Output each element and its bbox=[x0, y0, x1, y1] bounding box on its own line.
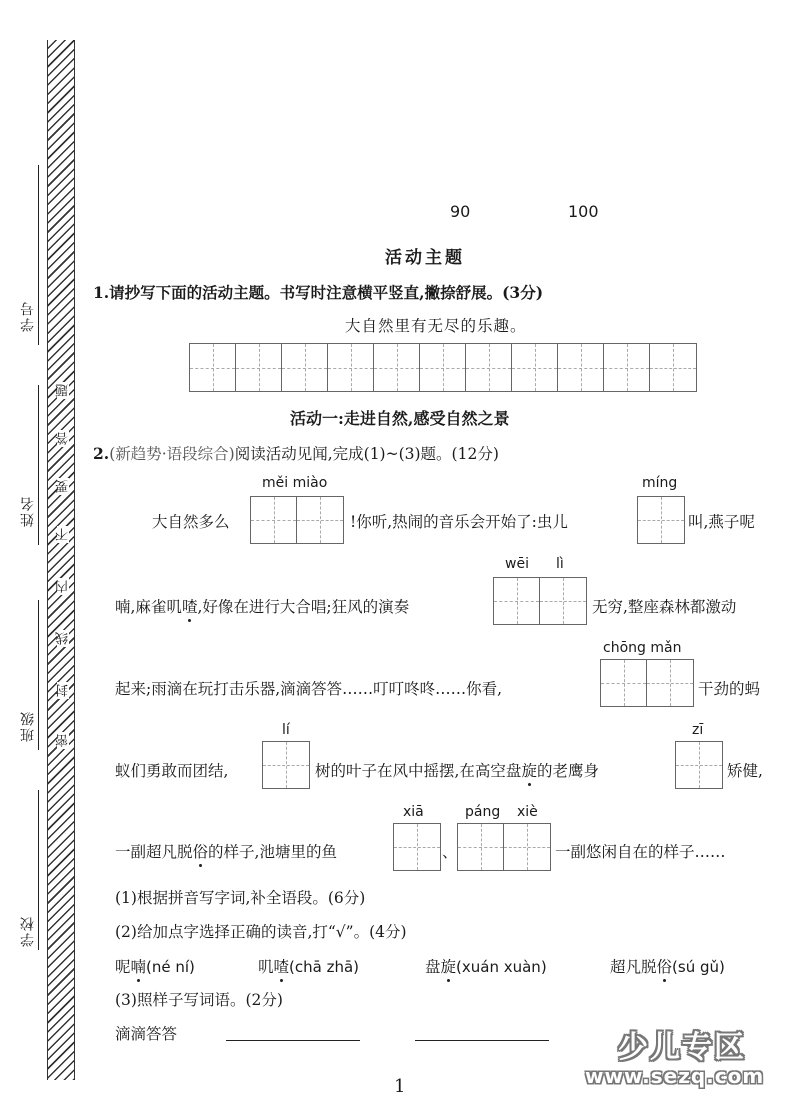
pinyin-pang: páng bbox=[465, 804, 501, 820]
passage-line-2b: ,好像在进行大合唱;狂风的演奏 bbox=[197, 598, 410, 616]
sub-question-3: (3)照样子写词语。(2分) bbox=[115, 991, 283, 1009]
seal-char: 要 bbox=[56, 480, 71, 493]
blank-ming[interactable] bbox=[637, 496, 685, 544]
question-2 bbox=[93, 442, 499, 464]
theme-text: 大自然里有无尽的乐趣。 bbox=[345, 317, 527, 335]
score-100: 100 bbox=[568, 202, 599, 221]
pinyin-chongman: chōng mǎn bbox=[603, 640, 682, 656]
passage-line-4d: 矫健, bbox=[727, 762, 763, 780]
passage-line-1c: 叫,燕子呢 bbox=[688, 513, 755, 531]
blank-pangxie[interactable] bbox=[457, 823, 551, 871]
binding-hatch bbox=[48, 40, 74, 1080]
reading-3: 盘旋(xuán xuàn) bbox=[425, 958, 547, 976]
reading-2: 叽喳(chā zhā) bbox=[258, 958, 360, 976]
question-2-number: 2. bbox=[93, 444, 110, 463]
watermark-url: www.sezq.com bbox=[585, 1064, 765, 1088]
blank-meimiao[interactable] bbox=[250, 496, 344, 544]
question-2-text: 阅读活动见闻,完成(1)~(3)题。(12分) bbox=[234, 445, 499, 463]
passage-line-4c: 的老鹰身 bbox=[536, 762, 599, 780]
activity-1-title: 活动一:走进自然,感受自然之景 bbox=[290, 409, 510, 428]
label-class: 班级 bbox=[20, 710, 36, 742]
field-school bbox=[38, 790, 39, 950]
question-2-tag: (新趋势·语段综合) bbox=[109, 445, 235, 463]
blank-zi[interactable] bbox=[675, 741, 723, 789]
passage-line-2 bbox=[115, 595, 409, 617]
sub-question-2: (2)给加点字选择正确的读音,打“√”。(4分) bbox=[115, 923, 407, 941]
passage-line-3a: 起来;雨滴在玩打击乐器,滴滴答答……叮叮咚咚……你看, bbox=[115, 680, 503, 698]
pinyin-li2: lí bbox=[282, 722, 290, 738]
reading-1: 呢喃(né ní) bbox=[115, 958, 195, 976]
answer-line-1[interactable] bbox=[226, 1040, 360, 1041]
sub-question-1: (1)根据拼音写字词,补全语段。(6分) bbox=[115, 889, 366, 907]
seal-char: 不 bbox=[56, 528, 71, 541]
field-class bbox=[38, 600, 39, 750]
example-word: 滴滴答答 bbox=[115, 1025, 178, 1043]
passage-line-1a: 大自然多么 bbox=[152, 513, 230, 531]
seal-char: 答 bbox=[56, 432, 71, 445]
question-1: 1.请抄写下面的活动主题。书写时注意横平竖直,撇捺舒展。(3分) bbox=[93, 283, 544, 302]
copy-grid[interactable] bbox=[189, 343, 697, 392]
passage-line-2a: 喃,麻雀叽 bbox=[115, 598, 182, 616]
seal-char: 题 bbox=[56, 384, 71, 397]
seal-char: 封 bbox=[56, 684, 71, 697]
seal-char: 密 bbox=[56, 734, 71, 747]
passage-line-4a: 蚁们勇敢而团结, bbox=[115, 762, 229, 780]
field-name bbox=[38, 385, 39, 545]
score-90: 90 bbox=[450, 202, 471, 221]
passage-line-1b: !你听,热闹的音乐会开始了:虫儿 bbox=[350, 513, 568, 531]
blank-xia[interactable] bbox=[393, 823, 441, 871]
passage-line-5a: 一副超凡脱 bbox=[115, 843, 193, 861]
blank-li[interactable] bbox=[262, 741, 310, 789]
passage-line-4 bbox=[315, 759, 599, 781]
dotted-char-zha: 喳 bbox=[181, 598, 198, 616]
passage-line-2c: 无穷,整座森林都激动 bbox=[592, 598, 737, 616]
seal-char: 内 bbox=[56, 580, 71, 593]
pinyin-ming: míng bbox=[642, 475, 678, 491]
pinyin-zi: zī bbox=[692, 722, 704, 738]
passage-line-5b: 的样子,池塘里的鱼 bbox=[208, 843, 337, 861]
passage-line-5 bbox=[115, 840, 337, 862]
dotted-char-su: 俗 bbox=[192, 843, 209, 861]
dotted-char-xuan: 旋 bbox=[521, 762, 537, 780]
pinyin-wei: wēi bbox=[505, 556, 529, 572]
pinyin-li: lì bbox=[556, 556, 564, 572]
page-number: 1 bbox=[394, 1076, 406, 1097]
field-student-number bbox=[38, 165, 39, 345]
section-title: 活动主题 bbox=[385, 248, 465, 268]
watermark-title: 少儿专区 bbox=[618, 1030, 746, 1065]
blank-wei-li[interactable] bbox=[493, 577, 587, 625]
pinyin-xie: xiè bbox=[517, 804, 538, 820]
reading-4: 超凡脱俗(sú gǔ) bbox=[610, 958, 725, 976]
label-school: 学校 bbox=[20, 915, 36, 947]
pinyin-meimiao: měi miào bbox=[262, 475, 328, 491]
passage-line-5c: 一副悠闲自在的样子…… bbox=[555, 843, 726, 861]
label-student-number: 学号 bbox=[20, 300, 36, 332]
label-name: 姓名 bbox=[20, 495, 36, 527]
passage-line-4b: 树的叶子在风中摇摆,在高空盘 bbox=[315, 762, 522, 780]
blank-chongman[interactable] bbox=[600, 659, 694, 707]
answer-line-2[interactable] bbox=[415, 1040, 549, 1041]
pinyin-xia: xiā bbox=[403, 804, 424, 820]
seal-char: 线 bbox=[56, 632, 71, 645]
passage-line-3b: 干劲的蚂 bbox=[698, 680, 761, 698]
passage-separator: 、 bbox=[442, 843, 458, 861]
binding-border-right bbox=[74, 40, 75, 1080]
